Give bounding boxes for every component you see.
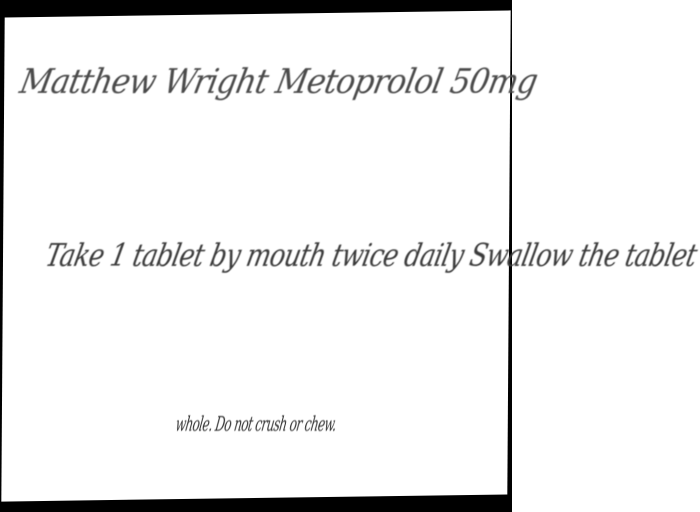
patient-medication-line: Matthew Wright Metoprolol 50mg [16, 62, 541, 102]
warning-instructions-line: whole. Do not crush or chew. [174, 412, 338, 436]
dosage-instructions-line: Take 1 tablet by mouth twice daily Swallow the tablet [42, 238, 700, 274]
